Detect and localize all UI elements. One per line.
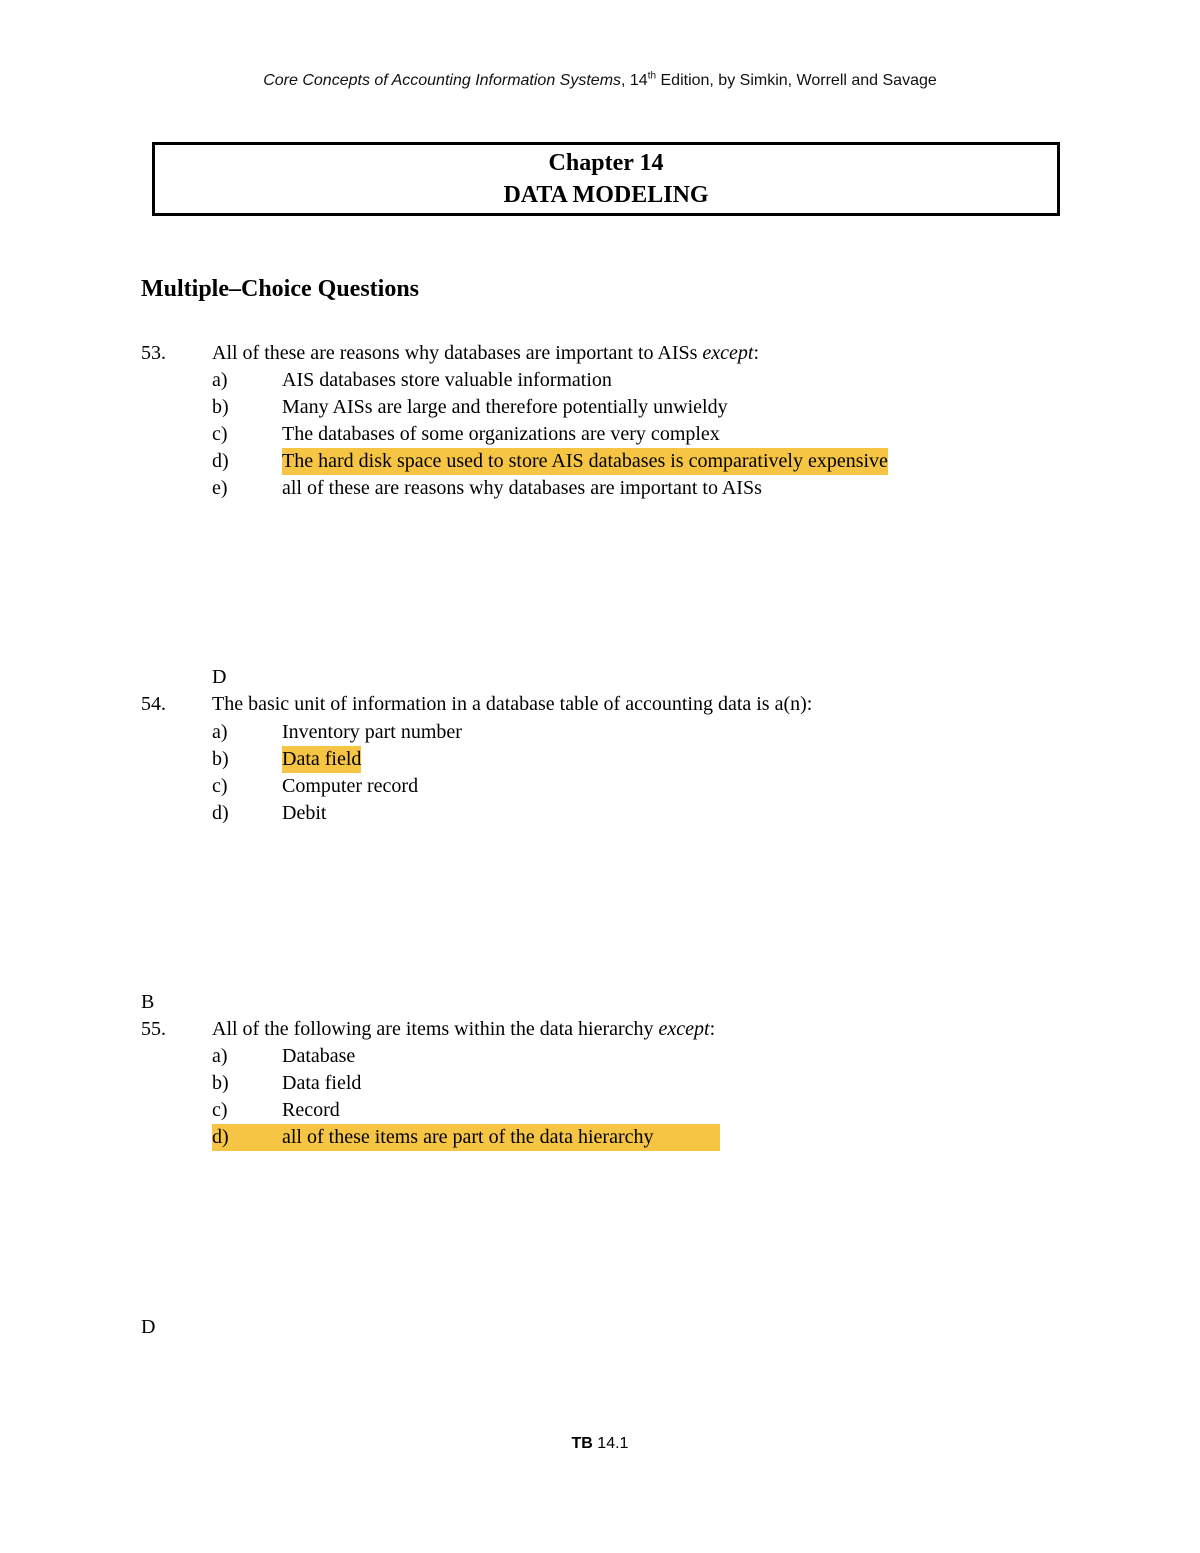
question-text: All of the following are items within the data hierarchy except: (212, 1018, 716, 1040)
answer-54: B (141, 991, 155, 1013)
option-letter: c) (212, 775, 228, 797)
option-letter: d) (212, 450, 229, 472)
option-text: Computer record (282, 775, 419, 797)
option-letter: d) (212, 802, 229, 824)
highlighted-correct-option: Data field (282, 746, 361, 773)
edition-suffix: th (647, 70, 657, 82)
question-number: 54. (141, 693, 166, 715)
option-text: The databases of some organizations are very complex (282, 423, 720, 445)
chapter-title-box (152, 142, 1060, 216)
question-number: 53. (141, 342, 166, 364)
option-letter: e) (212, 477, 228, 499)
question-text: All of these are reasons why databases are important to AISs except: (212, 342, 760, 364)
option-letter: c) (212, 423, 228, 445)
footer-page-number: 14.1 (592, 1435, 629, 1452)
page-footer (0, 1435, 1200, 1453)
option-text: Database (282, 1045, 356, 1067)
question-emphasis: except (702, 342, 754, 364)
option-text: Inventory part number (282, 721, 462, 743)
edition-number: 14 (629, 72, 648, 89)
running-header: Core Concepts of Accounting Information Systems, 14th Edition, by Simkin, Worrell and Savage (263, 70, 937, 89)
option-letter: a) (212, 1045, 228, 1067)
chapter-label: Chapter 14 (548, 150, 664, 176)
question-emphasis: except (658, 1018, 710, 1040)
answer-53: D (212, 666, 227, 688)
option-text: Data field (282, 1072, 362, 1094)
option-letter: d) (212, 1126, 229, 1148)
section-heading: Multiple–Choice Questions (141, 276, 420, 302)
option-text: AIS databases store valuable information (282, 369, 612, 391)
option-letter: a) (212, 721, 228, 743)
option-letter: b) (212, 748, 229, 770)
option-text: Record (282, 1099, 340, 1121)
highlighted-correct-option: all of these items are part of the data hierarchy (282, 1126, 654, 1148)
footer-prefix: TB (571, 1435, 593, 1452)
question-text: The basic unit of information in a database table of accounting data is a(n): (212, 693, 813, 715)
chapter-title: DATA MODELING (503, 182, 709, 208)
option-letter: b) (212, 396, 229, 418)
book-title: Core Concepts of Accounting Information Systems (263, 72, 622, 89)
highlighted-correct-option: The hard disk space used to store AIS databases is comparatively expensive (282, 448, 888, 475)
option-letter: a) (212, 369, 228, 391)
option-text: all of these are reasons why databases are important to AISs (282, 477, 762, 499)
option-letter: c) (212, 1099, 228, 1121)
option-text: Many AISs are large and therefore potentially unwieldy (282, 396, 728, 418)
question-number: 55. (141, 1018, 166, 1040)
edition-authors: Edition, by Simkin, Worrell and Savage (656, 72, 937, 89)
option-letter: b) (212, 1072, 229, 1094)
option-text: Debit (282, 802, 327, 824)
option-55-d (212, 1124, 720, 1151)
answer-55: D (141, 1316, 156, 1338)
